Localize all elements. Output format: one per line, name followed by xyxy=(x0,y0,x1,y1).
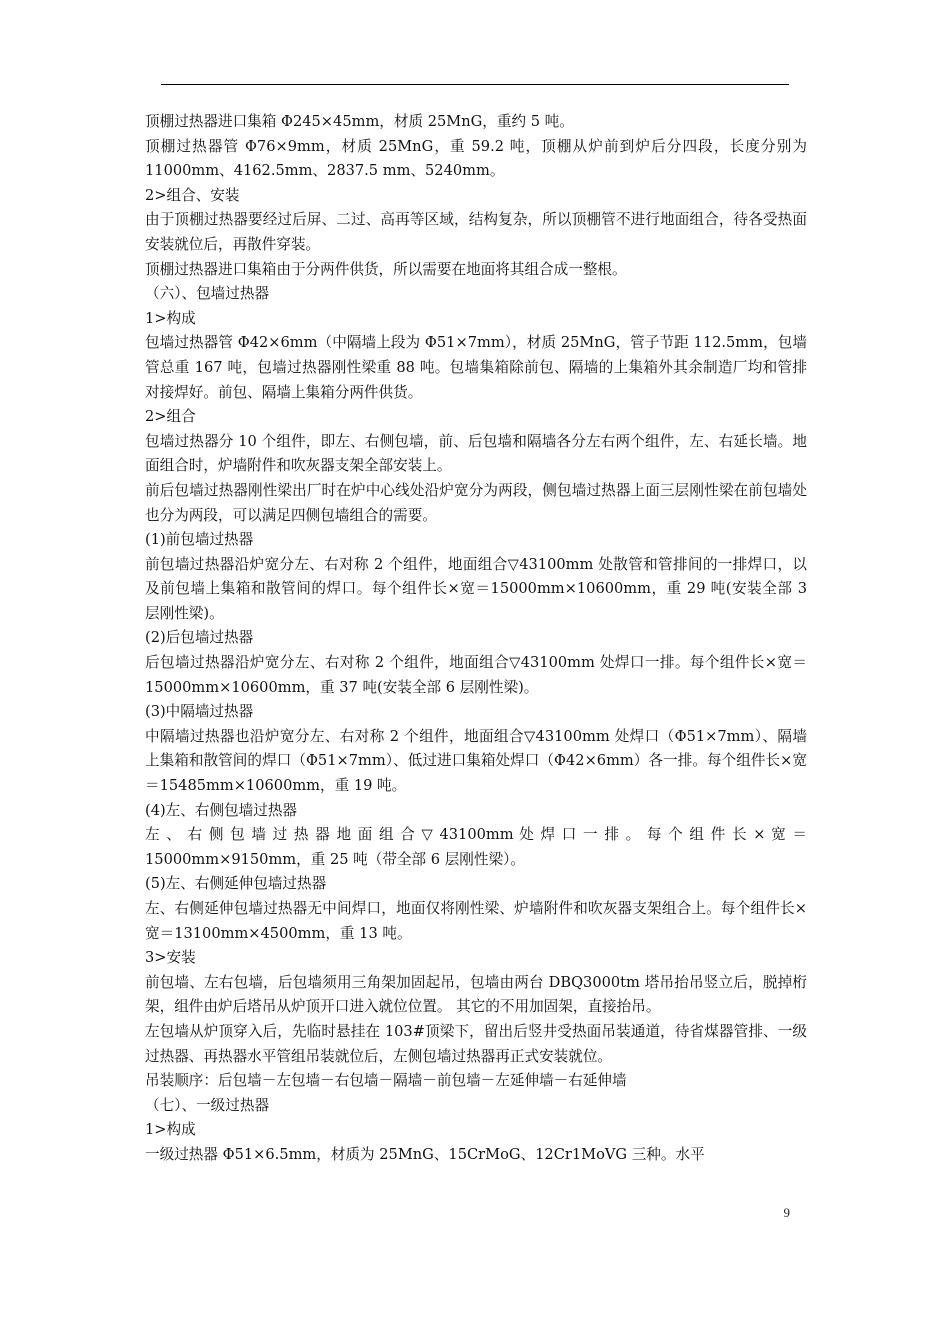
paragraph: 中隔墙过热器也沿炉宽分左、右对称 2 个组件，地面组合▽43100mm 处焊口（Φ51×7mm）、隔墙上集箱和散管间的焊口（Φ51×7mm）、低过进口集箱处焊口（Φ42×6mm）各一排。每个组件长×宽＝15485mm×10600mm，重 19 吨。 xyxy=(145,727,807,795)
paragraph: 一级过热器 Φ51×6.5mm，材质为 25MnG、15CrMoG、12Cr1MoVG 三种。水平 xyxy=(145,1145,705,1163)
section-heading: (5)左、右侧延伸包墙过热器 xyxy=(145,875,327,893)
paragraph: 前后包墙过热器刚性梁出厂时在炉中心线处沿炉宽分为两段，侧包墙过热器上面三层刚性梁在前包墙处也分为两段，可以满足四侧包墙组合的需要。 xyxy=(145,481,807,524)
page-number: 9 xyxy=(783,1205,790,1220)
section-heading: 1>构成 xyxy=(145,309,196,327)
section-heading: （七）、一级过热器 xyxy=(145,1096,270,1114)
paragraph: 由于顶棚过热器要经过后屏、二过、高再等区域，结构复杂，所以顶棚管不进行地面组合，待各受热面安装就位后，再散件穿装。 xyxy=(145,211,807,253)
paragraph: 左 、 右 侧 包 墙 过 热 器 地 面 组 合 ▽ 43100mm 处 焊 口 一 排 。 每 个 组 件 长 × 宽 ＝ 15000mm×9150mm，重 25 吨（带全部 6 层刚性梁）。 xyxy=(145,826,807,868)
section-heading: （六）、包墙过热器 xyxy=(145,285,270,303)
paragraph: 左包墙从炉顶穿入后，先临时悬挂在 103#顶梁下，留出后竖井受热面吊装通道，待省煤器管排、一级过热器、再热器水平管组吊装就位后，左侧包墙过热器再正式安装就位。 xyxy=(145,1022,807,1065)
paragraph: 包墙过热器管 Φ42×6mm（中隔墙上段为 Φ51×7mm），材质 25MnG，管子节距 112.5mm，包墙管总重 167 吨，包墙过热器刚性梁重 88 吨。包墙集箱除前包、隔墙的上集箱外其余制造厂均和管排对接焊好。前包、隔墙上集箱分两件供货。 xyxy=(145,334,807,401)
section-heading: 1>构成 xyxy=(145,1121,196,1139)
paragraph: 吊装顺序：后包墙－左包墙－右包墙－隔墙－前包墙－左延伸墙－右延伸墙 xyxy=(145,1072,627,1090)
paragraph: 左、右侧延伸包墙过热器无中间焊口，地面仅将刚性梁、炉墙附件和吹灰器支架组合上。每个组件长×宽＝13100mm×4500mm，重 13 吨。 xyxy=(145,900,807,942)
section-heading: 2>组合 xyxy=(145,408,196,426)
paragraph: 后包墙过热器沿炉宽分左、右对称 2 个组件，地面组合▽43100mm 处焊口一排。每个组件长×宽＝15000mm×10600mm，重 37 吨(安装全部 6 层刚性梁)。 xyxy=(145,654,807,696)
paragraph: 前包墙过热器沿炉宽分左、右对称 2 个组件，地面组合▽43100mm 处散管和管排间的一排焊口，以及前包墙上集箱和散管间的焊口。每个组件长×宽＝15000mm×10600mm，重 29 吨(安装全部 3 层刚性梁)。 xyxy=(145,555,807,622)
section-heading: 3>安装 xyxy=(145,949,196,967)
document-body xyxy=(145,110,807,1168)
section-heading: (4)左、右侧包墙过热器 xyxy=(145,801,298,819)
section-heading: (2)后包墙过热器 xyxy=(145,629,254,647)
header-rule xyxy=(161,84,789,85)
paragraph: 前包墙、左右包墙，后包墙须用三角架加固起吊，包墙由两台 DBQ3000tm 塔吊抬吊竖立后，脱掉桁架，组件由炉后塔吊从炉顶开口进入就位位置。 其它的不用加固架，直接抬吊。 xyxy=(145,973,807,1016)
paragraph: 顶棚过热器进口集箱 Φ245×45mm，材质 25MnG，重约 5 吨。 xyxy=(145,113,574,130)
section-heading: (1)前包墙过热器 xyxy=(145,531,254,549)
paragraph: 包墙过热器分 10 个组件，即左、右侧包墙，前、后包墙和隔墙各分左右两个组件，左、右延长墙。地面组合时，炉墙附件和吹灰器支架全部安装上。 xyxy=(145,432,807,475)
section-heading: (3)中隔墙过热器 xyxy=(145,703,254,721)
paragraph: 顶棚过热器进口集箱由于分两件供货，所以需要在地面将其组合成一整根。 xyxy=(145,260,627,278)
section-heading: 2>组合、安装 xyxy=(145,186,240,204)
paragraph: 顶棚过热器管 Φ76×9mm，材质 25MnG，重 59.2 吨，顶棚从炉前到炉后分四段，长度分别为 11000mm、4162.5mm、2837.5 mm、5240mm。 xyxy=(145,137,807,180)
